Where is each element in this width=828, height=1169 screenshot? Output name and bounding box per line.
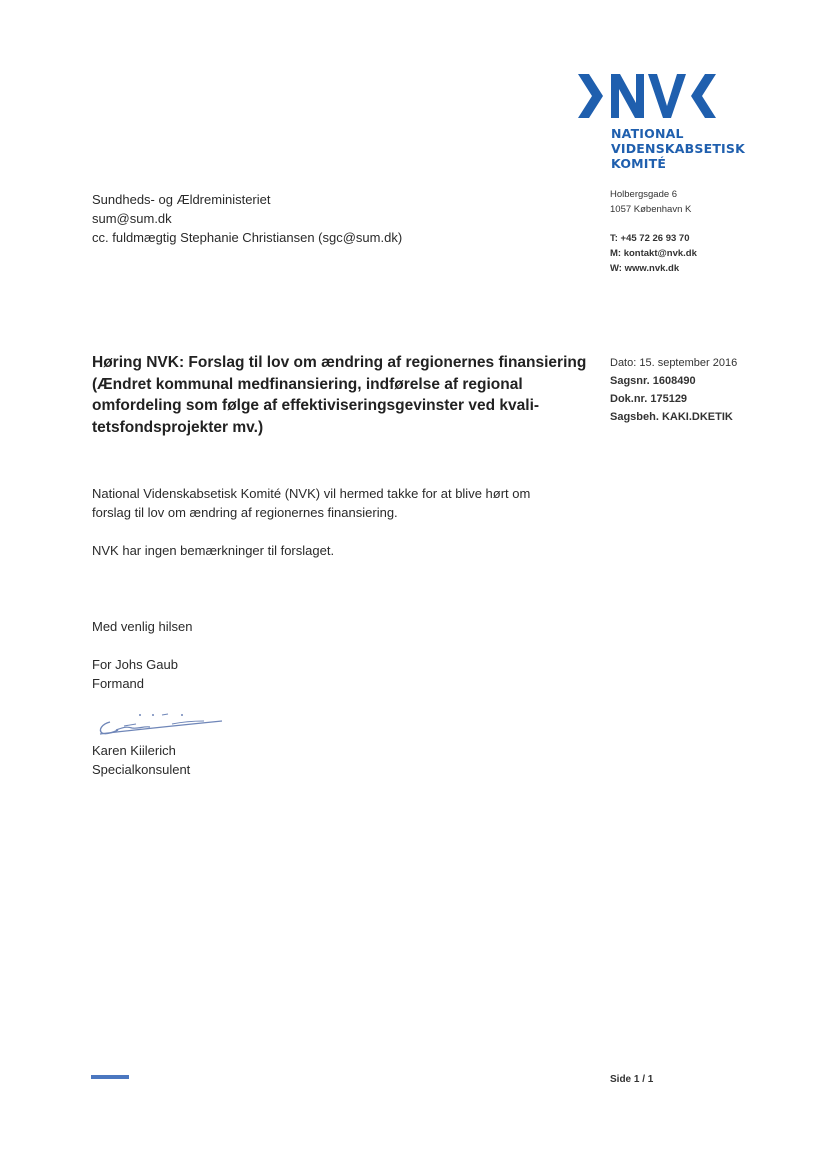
logo-line-3: KOMITÉ (611, 156, 667, 171)
meta-case-no: Sagsnr. 1608490 (610, 375, 696, 387)
signer-name: Karen Kiilerich (92, 743, 176, 758)
logo-line-2: VIDENSKABSETISK (611, 141, 745, 156)
closing-greeting: Med venlig hilsen (92, 619, 193, 634)
recipient-email: sum@sum.dk (92, 211, 172, 226)
closing-for-title: Formand (92, 676, 145, 691)
logo-line-1: NATIONAL (611, 126, 684, 141)
sender-mail: M: kontakt@nvk.dk (610, 248, 697, 259)
recipient-name: Sundheds- og Ældreministeriet (92, 192, 271, 207)
nvk-logo-mark-icon (578, 72, 728, 122)
page-number: Side 1 / 1 (610, 1074, 654, 1085)
sender-phone: T: +45 72 26 93 70 (610, 233, 690, 244)
handwritten-signature-icon (92, 708, 232, 740)
recipient-cc: cc. fuldmægtig Stephanie Christiansen (sgc@sum.dk) (92, 230, 403, 245)
subject-line-3: omfordeling som følge af effektiviseringsgevinster ved kvali- (92, 397, 540, 414)
nvk-logo (578, 72, 748, 172)
sender-address-1: Holbergsgade 6 (610, 189, 678, 200)
body-paragraph-1-line-2: forslag til lov om ændring af regionernes finansiering. (92, 505, 398, 520)
signature (92, 708, 232, 740)
subject-line-2: (Ændret kommunal medfinansiering, indførelse af regional (92, 375, 523, 393)
sender-address-2: 1057 København K (610, 204, 692, 215)
closing-for-name: For Johs Gaub (92, 657, 178, 672)
sender-web: W: www.nvk.dk (610, 263, 680, 274)
subject-line-1: Høring NVK: Forslag til lov om ændring af regionernes finansiering (92, 354, 587, 371)
signer-title: Specialkonsulent (92, 762, 191, 777)
meta-doc-no: Dok.nr. 175129 (610, 393, 688, 405)
body-paragraph-1-line-1: National Videnskabsetisk Komité (NVK) vil hermed takke for at blive hørt om (92, 486, 531, 501)
subject-line-4: tetsfondsprojekter mv.) (92, 418, 264, 436)
letter-subject (92, 352, 592, 438)
footer-mark (91, 1075, 129, 1079)
body-paragraph-2: NVK har ingen bemærkninger til forslaget. (92, 543, 335, 558)
meta-date: Dato: 15. september 2016 (610, 357, 738, 369)
meta-handler: Sagsbeh. KAKI.DKETIK (610, 411, 733, 423)
